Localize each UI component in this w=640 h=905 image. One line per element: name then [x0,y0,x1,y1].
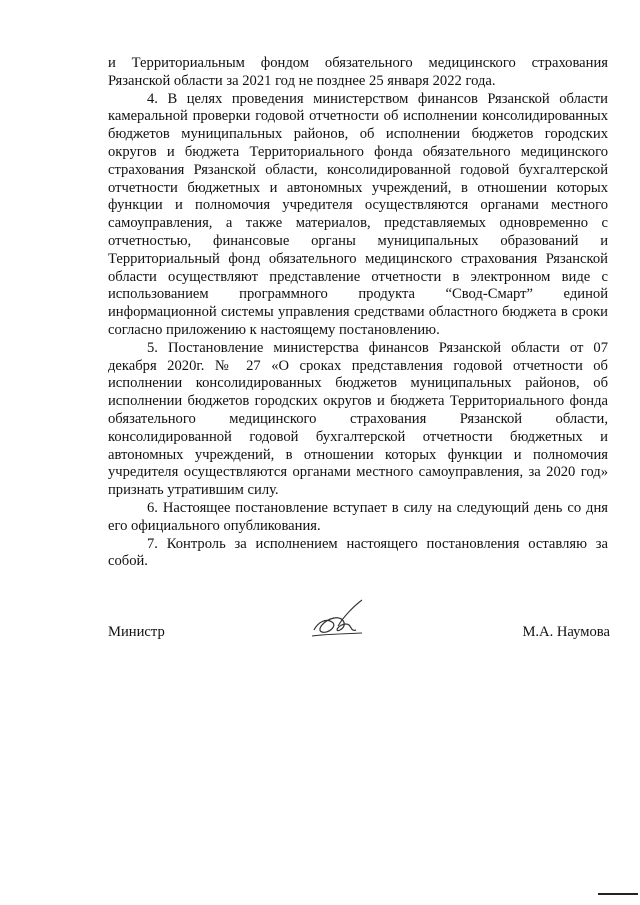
paragraph-continuation: и Территориальным фондом обязательного медицинского страхования Рязанской области за 2021 год не позднее 25 января 2022 года. [108,55,608,89]
signer-name: М.А. Наумова [522,624,610,640]
signature-block [108,620,610,650]
scan-edge-mark [598,893,638,895]
signer-title: Министр [108,624,165,640]
paragraph-7: 7. Контроль за исполнением настоящего постановления оставляю за собой. [108,535,608,570]
paragraph-6: 6. Настоящее постановление вступает в силу на следующий день со дня его официального опубликования. [108,499,608,534]
paragraph-4: 4. В целях проведения министерством финансов Рязанской области камеральной проверки годовой отчетности об исполнении консолидированных бюджетов муниципальных районов, об исполнении бюджетов городских округов и бюджета Территориального фонда обязательного медицинского страхования Рязанской области, консолидированной годовой бухгалтерской отчетности бюджетных и автономных учреждений, в отношении которых функции и полномочия учредителя осуществляются органами местного самоуправления, а также материалов, представляемых одновременно с отчетностью, финансовые органы муниципальных образований и Территориальный фонд обязательного медицинского страхования Рязанской области осуществляют представление отчетности в электронном виде с использованием программного продукта “Свод-Смарт” единой информационной системы управления средствами областного бюджета в сроки согласно приложению к настоящему постановлению. [108,90,608,338]
paragraph-5: 5. Постановление министерства финансов Рязанской области от 07 декабря 2020г. № 27 «О сроках представления годовой отчетности об исполнении консолидированных бюджетов муниципальных районов, об исполнении бюджетов городских округов и бюджета Территориального фонда обязательного медицинского страхования Рязанской области, консолидированной годовой бухгалтерской отчетности бюджетных и автономных учреждений, в отношении которых функции и полномочия учредителя осуществляются органами местного самоуправления, за 2020 год» признать утратившим силу. [108,339,608,499]
handwritten-signature [304,596,368,646]
document-body [108,55,608,571]
